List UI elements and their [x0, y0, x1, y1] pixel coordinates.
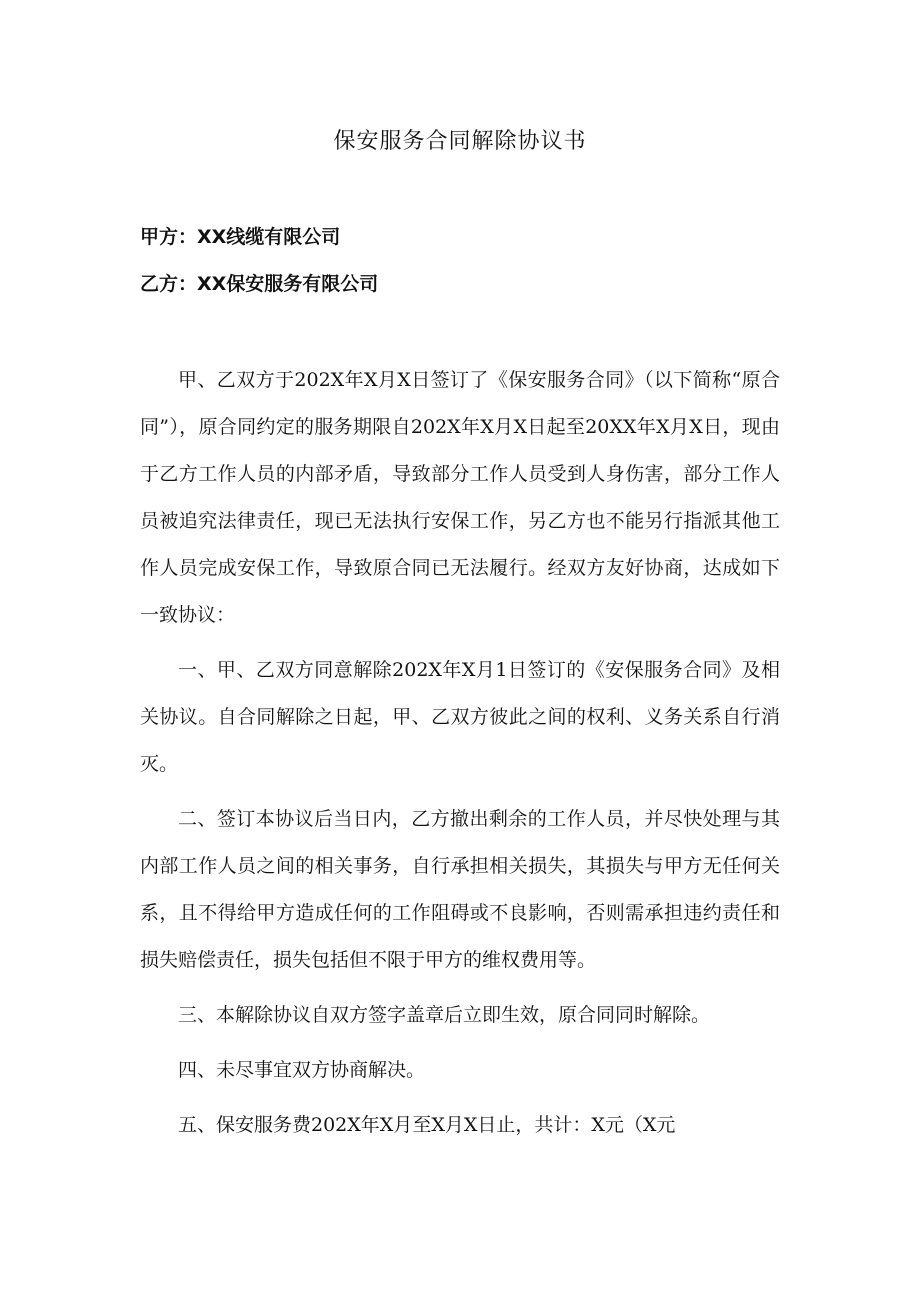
document-body — [140, 357, 780, 1149]
party-a: 甲方：XX线缆有限公司 — [140, 226, 341, 248]
paragraph-preamble: 甲、乙双方于202X年X月X日签订了《保安服务合同》（以下简称“原合同”），原合同约定的服务期限自202X年X月X日起至20XX年X月X日，现由于乙方工作人员的内部矛盾，导致部分工作人员受到人身伤害，部分工作人员被追究法律责任，现已无法执行安保工作，另乙方也不能另行指派其他工作人员完成安保工作，导致原合同已无法履行。经双方友好协商，达成如下一致协议： — [140, 369, 780, 626]
paragraph-clause-4: 四、未尽事宜双方协商解决。 — [178, 1059, 426, 1081]
party-b: 乙方：XX保安服务有限公司 — [140, 273, 379, 295]
paragraph-clause-5: 五、保安服务费202X年X月至X月X日止，共计：X元（X元 — [178, 1114, 676, 1136]
document-title: 保安服务合同解除协议书 — [333, 129, 587, 154]
paragraph-clause-2: 二、签订本协议后当日内，乙方撤出剩余的工作人员，并尽快处理与其内部工作人员之间的相关事务，自行承担相关损失，其损失与甲方无任何关系，且不得给甲方造成任何的工作阻碍或不良影响，否则需承担违约责任和损失赔偿责任，损失包括但不限于甲方的维权费用等。 — [140, 808, 780, 971]
paragraph-clause-3: 三、本解除协议自双方签字盖章后立即生效，原合同同时解除。 — [178, 1004, 711, 1026]
paragraph-clause-1: 一、甲、乙双方同意解除202X年X月1日签订的《安保服务合同》及相关协议。自合同解除之日起，甲、乙双方彼此之间的权利、义务关系自行消灭。 — [140, 659, 780, 775]
